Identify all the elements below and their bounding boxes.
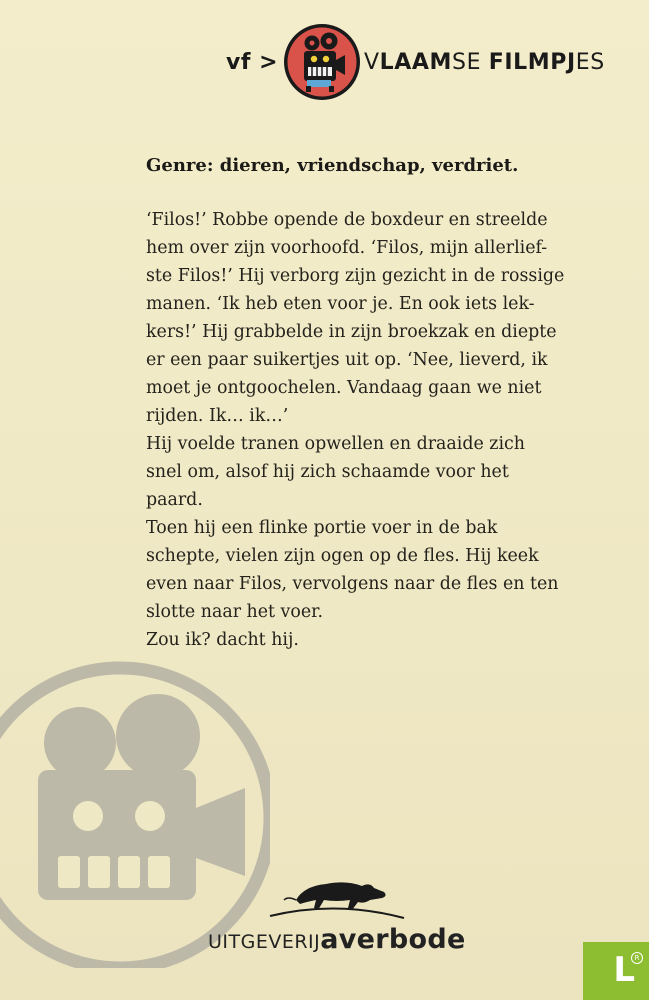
text-line: Hij voelde tranen opwellen en draaide zich: [146, 434, 525, 454]
text-line: Toen hij een flinke portie voer in de bak: [146, 518, 498, 538]
excerpt-text: [146, 206, 626, 654]
registered-mark: R: [631, 952, 643, 964]
text-line: snel om, alsof hij zich schaamde voor het: [146, 462, 509, 482]
boar-icon: [266, 870, 406, 920]
text-line: manen. ‘Ik heb eten voor je. En ook iets lek-: [146, 294, 535, 314]
series-header: [226, 22, 646, 106]
text-line: ste Filos!’ Hij verborg zijn gezicht in de rossige: [146, 266, 565, 286]
corner-letter: L: [613, 950, 635, 990]
text-line: paard.: [146, 490, 203, 510]
publisher-name: UITGEVERIJaverbode: [208, 924, 466, 955]
text-line: moet je ontgoochelen. Vandaag gaan we niet: [146, 378, 542, 398]
text-line: hem over zijn voorhoofd. ‘Filos, mijn allerlief-: [146, 238, 548, 258]
series-prefix: vf >: [226, 50, 279, 75]
film-camera-robot-badge-icon: [282, 22, 362, 102]
text-line: kers!’ Hij grabbelde in zijn broekzak en diepte: [146, 322, 557, 342]
text-line: slotte naar het voer.: [146, 602, 324, 622]
publisher-logo: [208, 870, 468, 970]
text-line: er een paar suikertjes uit op. ‘Nee, lieverd, ik: [146, 350, 548, 370]
text-line: even naar Filos, vervolgens naar de fles en ten: [146, 574, 559, 594]
text-line: schepte, vielen zijn ogen op de fles. Hij keek: [146, 546, 539, 566]
corner-badge: [583, 942, 649, 1000]
genre-line: Genre: dieren, vriendschap, verdriet.: [146, 155, 519, 176]
text-line: rijden. Ik… ik…’: [146, 406, 289, 426]
series-name: VLAAMSE FILMPJES: [364, 50, 605, 75]
text-line: ‘Filos!’ Robbe opende de boxdeur en streelde: [146, 210, 548, 230]
text-line: Zou ik? dacht hij.: [146, 630, 299, 650]
